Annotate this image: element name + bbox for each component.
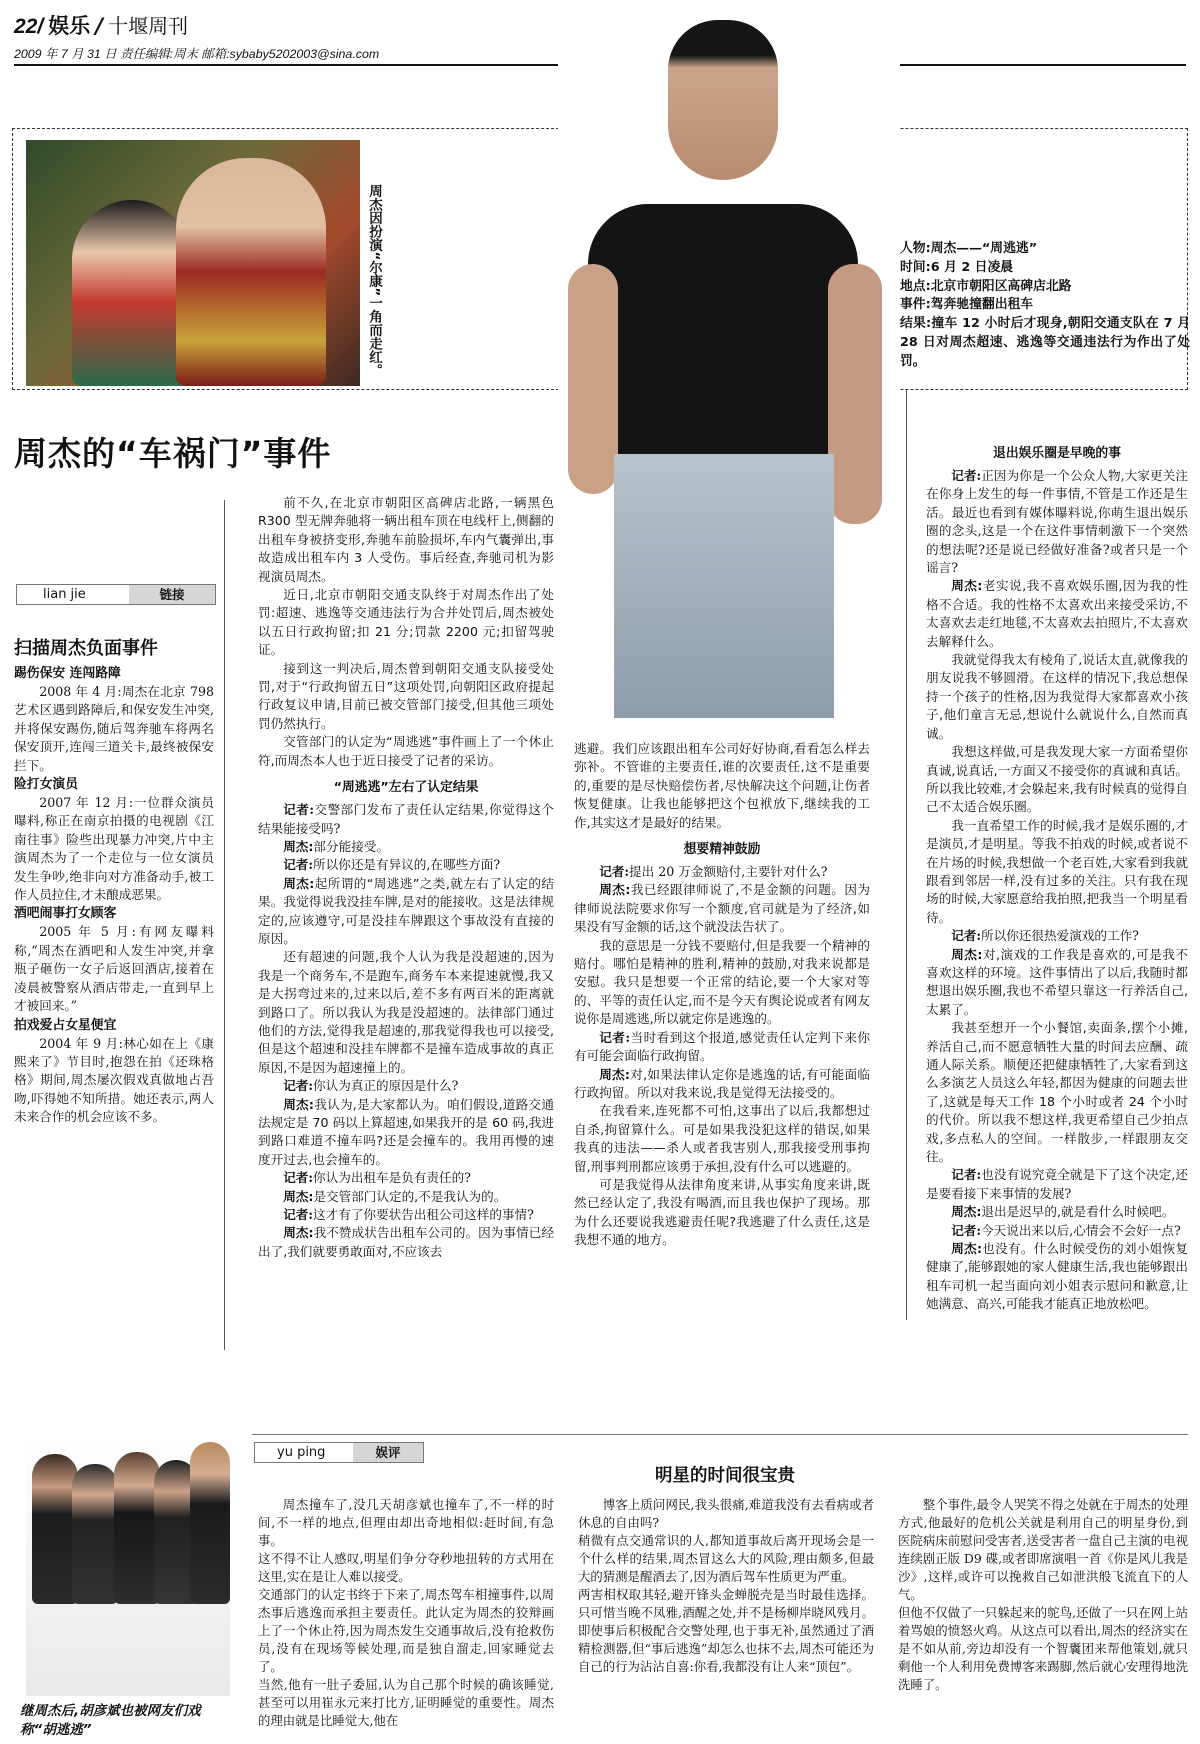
zhou-answer bbox=[258, 1096, 554, 1170]
article-paragraph bbox=[926, 743, 1188, 817]
paragraph-text: 是交管部门认定的,不是我认为的。 bbox=[313, 1188, 507, 1204]
list-item-head: 酒吧闹事打女顾客 bbox=[14, 906, 117, 922]
portrait-arm-left bbox=[568, 264, 618, 494]
article-paragraph bbox=[258, 733, 554, 770]
speaker-label: 周杰: bbox=[951, 578, 983, 594]
reporter-question bbox=[926, 1166, 1188, 1203]
article-col-2 bbox=[574, 740, 870, 1250]
paragraph-text: 退出是迟早的,就是看什么时候吧。 bbox=[981, 1204, 1175, 1220]
reporter-question bbox=[574, 863, 870, 881]
paragraph-text: 近日,北京市朝阳交通支队终于对周杰作出了处罚:超速、逃逸等交通违法行为合并处罚后,周杰被处以五日行政拘留;扣 21 分;罚款 2200 元;扣留驾驶证。 bbox=[258, 587, 554, 658]
zhou-answer bbox=[258, 838, 554, 856]
sidebar-tag-pinyin: lian jie bbox=[43, 587, 86, 602]
speaker-label: 记者: bbox=[951, 1167, 982, 1183]
article-col-1 bbox=[258, 494, 554, 1261]
commentary-col-3 bbox=[898, 1496, 1188, 1694]
speaker-label: 周杰: bbox=[283, 1096, 314, 1112]
infobox-person: 人物:周杰——“周逃逃” bbox=[900, 241, 1038, 256]
paragraph-text: 我就觉得我太有棱角了,说话太直,就像我的朋友说我不够圆滑。在这样的情况下,我总想保持一个孩子的性格,因为我觉得大家都喜欢小孩子,他们童言无忌,想说什么就说什么,自然而真诚。 bbox=[926, 652, 1188, 741]
paragraph-text: 所以你还是有异议的,在哪些方面? bbox=[313, 857, 501, 873]
paragraph-text: 部分能接受。 bbox=[313, 838, 389, 854]
list-item bbox=[14, 904, 214, 1015]
paragraph-text: 交管部门的认定为“周逃逃”事件画上了一个休止符,而周杰本人也于近日接受了记者的采访。 bbox=[258, 734, 554, 768]
paragraph-text: 也没有。什么时候受伤的刘小姐恢复健康了,能够跟她的家人健康生活,我也能够跟出租车司机一起当面向刘小姐表示慰问和歉意,让她满意、高兴,可能我才能真正地放松吧。 bbox=[926, 1241, 1188, 1312]
commentary-col-2 bbox=[578, 1496, 874, 1676]
paragraph-text: 你认为真正的原因是什么? bbox=[313, 1078, 459, 1094]
actress-figure bbox=[72, 200, 192, 386]
paragraph-text: 老实说,我不喜欢娱乐圈,因为我的性格不合适。我的性格不太喜欢出来接受采访,不太喜欢去走红地毯,不太喜欢去拍照片,不太喜欢去解释什么。 bbox=[926, 578, 1188, 649]
event-infobox bbox=[900, 240, 1190, 372]
portrait-jeans bbox=[614, 454, 834, 718]
speaker-label: 周杰: bbox=[951, 946, 983, 962]
speaker-label: 周杰: bbox=[951, 1204, 982, 1220]
list-item-body: 2005 年 5 月:有网友曝料称,“周杰在酒吧和人发生冲突,并拿瓶子砸伤一女子后返回酒店,接着在凌晨被警察从酒店带走,一直到早上才被回来。” bbox=[14, 924, 214, 1014]
paragraph-text: 前不久,在北京市朝阳区高碑店北路,一辆黑色 R300 型无牌奔驰将一辆出租车顶在电线杆上,侧翻的出租车身被挤变形,奔驰车前脸损坏,车内气囊弹出,事故造成出租车内 3 人受伤。事后经查,奔驰司机为影视演员周杰。 bbox=[258, 495, 554, 584]
list-item-head: 拍戏爱占女星便宜 bbox=[14, 1017, 117, 1033]
commentary-col-1 bbox=[258, 1496, 554, 1730]
paragraph-text: 对,演戏的工作我是喜欢的,可是我不喜欢这样的环境。这件事情出了以后,我随时都想退出娱乐圈,我也不希望只靠这一行养活自己,太累了。 bbox=[926, 946, 1188, 1017]
paragraph-text: 我甚至想开一个小餐馆,卖面条,摆个小摊,养活自己,而不愿意牺牲大量的时间去应酬、疏通人际关系。顺便还把健康牺牲了,大家看到这么多演艺人员这么年轻,都因为健康的问题去世了,这就是每天工作 18 个小时或者 24 个小时的代价。所以我不想这样,我更希望自己少拍点戏,多点私人的空间。一样散步,一样跟朋友交往。 bbox=[926, 1020, 1188, 1165]
band-member bbox=[190, 1442, 230, 1604]
commentary-text: 整个事件,最令人哭笑不得之处就在于周杰的处理方式,他最好的危机公关就是利用自己的明星身份,到医院病床前慰问受害者,送受害者一盘自己主演的电视连续剧正版 D9 碟,或者即席演唱一首《你是风儿我是沙》,这样,或许可以挽救自己如泄洪般飞流直下的人气。 但他不仅做了一只躲起来的鸵鸟,还做了一只在网上站着骂娘的愤怒火鸡。从这点可以看出,周杰的经济实在是不如从前,旁边却没有一个智囊团来帮他策划,就只剩他一个人利用免费博客来踢脚,然后就心安理得地洗洗睡了。 bbox=[898, 1497, 1188, 1692]
paragraph-text: 我想这样做,可是我发现大家一方面希望你真诚,说真话,一方面又不接受你的真诚和真话。所以我比较难,才会躲起来,我有时候真的觉得自己不太适合娱乐圈。 bbox=[926, 744, 1188, 815]
reporter-question bbox=[258, 1206, 554, 1224]
section-name: 娱乐 bbox=[48, 14, 91, 38]
zhou-answer bbox=[574, 881, 870, 936]
paragraph-text: 接到这一判决后,周杰曾到朝阳交通支队接受处罚,对于“行政拘留五日”这项处罚,向朝阳区政府提起行政复议申请,目前已被交管部门接受,但其他三项处罚仍然执行。 bbox=[258, 660, 554, 731]
article-col-3 bbox=[926, 436, 1188, 1314]
article-paragraph bbox=[926, 651, 1188, 743]
actor-figure bbox=[176, 158, 326, 386]
paragraph-text: 我的意思是一分钱不要赔付,但是我要一个精神的赔付。哪怕是精神的胜利,精神的鼓励,对我来说都是安慰。我只是想要一个正常的结论,要一个大家对等的、平等的责任认定,而不是今天有舆论说或者有网友说你是周逃逃,所以就定你是逃逸的。 bbox=[574, 937, 870, 1027]
speaker-label: 记者: bbox=[599, 1029, 631, 1045]
reporter-question bbox=[926, 927, 1188, 945]
paragraph-text: 可是我觉得从法律角度来讲,从事实角度来讲,既然已经认定了,我没有喝酒,而且我也保护了现场。那为什么还要说我逃避责任呢?我逃避了什么责任,这是我想不通的地方。 bbox=[574, 1176, 870, 1248]
paragraph-text: 我认为,是大家都认为。咱们假设,道路交通法规定是 70 码以上算超速,如果我开的是 60 码,我进到路口难道不撞车吗?还是会撞车的。我用再慢的速度开过去,也会撞车的。 bbox=[258, 1096, 554, 1167]
reporter-question bbox=[926, 1222, 1188, 1240]
list-item-head: 险打女演员 bbox=[14, 777, 78, 793]
band-photo bbox=[26, 1434, 230, 1696]
list-item bbox=[14, 1016, 214, 1127]
speaker-label: 记者: bbox=[283, 1170, 314, 1186]
portrait-arm-right bbox=[828, 264, 882, 524]
paragraph-text: 你认为出租车是负有责任的? bbox=[313, 1170, 471, 1186]
article-paragraph bbox=[258, 660, 554, 734]
portrait-shirt bbox=[588, 204, 858, 464]
portrait-head bbox=[668, 20, 778, 180]
list-item-body: 2004 年 9 月:林心如在上《康熙来了》节目时,抱怨在拍《还珠格格》期间,周杰屡次假戏真做地占吾吻,吓得她不知所措。她还表示,两人未来合作的机会应该不多。 bbox=[14, 1035, 214, 1125]
paragraph-text: 交警部门发布了责任认定结果,你觉得这个结果能接受吗? bbox=[258, 802, 554, 836]
article-paragraph bbox=[258, 948, 554, 1077]
paragraph-text: 正因为你是一个公众人物,大家更关注在你身上发生的每一件事情,不管是工作还是生活。最近也看到有媒体曝料说,你萌生退出娱乐圈的念头,这是一个在这件事情刺激下一个突然的想法呢?还是说已经做好准备?或者只是一个谣言? bbox=[926, 468, 1188, 576]
paragraph-text: 当时看到这个报道,感觉责任认定判下来你有可能会面临行政拘留。 bbox=[574, 1029, 870, 1064]
paragraph-text: 还有超速的问题,我个人认为我是没超速的,因为我是一个商务车,不是跑车,商务车本来提速就慢,我又是大拐弯过来的,过来以后,差不多有两百米的距离就到路口了。所以我认为我是没超速的。法律部门通过他们的方法,觉得我是超速的,那我觉得我也可以接受,但是这个超速和没挂车牌都不是撞车造成事故的真正原因,不是因为超速撞上的。 bbox=[258, 949, 554, 1075]
paragraph-text: 我已经跟律师说了,不是金额的问题。因为律师说法院要求你写一个额度,官司就是为了经济,如果没有写金额的话,这个就没法告状了。 bbox=[574, 882, 870, 935]
paragraph-text: 我一直希望工作的时候,我才是娱乐圈的,才是演员,才是明星。等我不拍戏的时候,或者说不在片场的时候,我想做一个老百姓,大家看到我就跟看到邻居一样,没有过多的关注。只有我在现场的时候,大家愿意给我拍照,把我当一个明星看待。 bbox=[926, 817, 1188, 925]
speaker-label: 周杰: bbox=[599, 882, 631, 898]
paragraph-text: 对,如果法律认定你是逃逸的话,有可能面临行政拘留。所以对我来说,我是觉得无法接受的。 bbox=[574, 1066, 870, 1100]
speaker-label: 记者: bbox=[283, 1207, 314, 1223]
paragraph-text: 也没有说究竟全就是下了这个决定,还是要看接下来事情的发展? bbox=[926, 1167, 1188, 1201]
zhou-answer bbox=[926, 1203, 1188, 1221]
paragraph-text: 这才有了你要状告出租公司这样的事情? bbox=[313, 1207, 534, 1223]
zhou-answer bbox=[926, 946, 1188, 1020]
infobox-time: 时间:6 月 2 日凌晨 bbox=[900, 259, 1014, 275]
speaker-label: 记者: bbox=[599, 864, 630, 880]
masthead-slash: / bbox=[95, 14, 104, 38]
reporter-question bbox=[574, 1029, 870, 1066]
speaker-label: 周杰: bbox=[283, 875, 315, 891]
article-paragraph bbox=[926, 1019, 1188, 1166]
zhou-answer bbox=[926, 577, 1188, 651]
reporter-question bbox=[258, 856, 554, 874]
band-member bbox=[72, 1464, 118, 1604]
column-rule bbox=[224, 500, 225, 1350]
reporter-question bbox=[258, 1169, 554, 1187]
costume-drama-photo bbox=[26, 140, 360, 386]
zhou-answer bbox=[258, 1188, 554, 1206]
commentary-tag-label: 娱评 bbox=[353, 1443, 423, 1462]
infobox-event: 事件:驾奔驰撞翻出租车 bbox=[900, 297, 1034, 313]
reporter-question bbox=[258, 1077, 554, 1095]
paragraph-text: 起所谓的“周逃逃”之类,就左右了认定的结果。我觉得说我没挂车牌,是对的能接收。这是法律规定的,应该遵守,可是没挂车牌跟这个事故没有直接的原因。 bbox=[258, 875, 554, 946]
paragraph-text: 今天说出来以后,心情会不会好一点? bbox=[981, 1222, 1181, 1238]
paper-name: 十堰周刊 bbox=[108, 14, 189, 38]
sidebar-tag-label: 链接 bbox=[129, 585, 215, 604]
zhou-answer bbox=[258, 875, 554, 949]
article-paragraph bbox=[574, 740, 870, 832]
article-paragraph bbox=[574, 937, 870, 1029]
infobox-place: 地点:北京市朝阳区高碑店北路 bbox=[900, 278, 1072, 294]
bottom-photo-caption: 继周杰后,胡彦斌也被网友们戏称“胡逃逃” bbox=[20, 1703, 201, 1738]
sidebar-title: 扫描周杰负面事件 bbox=[14, 638, 158, 659]
list-item-head: 踢伤保安 连闯路障 bbox=[14, 666, 121, 681]
subheading: 退出娱乐圈是早晚的事 bbox=[993, 446, 1121, 461]
list-item-body: 2008 年 4 月:周杰在北京 798 艺术区遇到路障后,和保安发生冲突,并将保安踢伤,随后驾奔驰车将两名保安顶开,连闯三道关卡,最终被保安拦下。 bbox=[14, 684, 214, 773]
dateline: 2009 年 7 月 31 日 责任编辑:周末 邮箱:sybaby5202003@sina.com bbox=[14, 47, 380, 61]
subheading: “周逃逃”左右了认定结果 bbox=[333, 780, 479, 796]
speaker-label: 记者: bbox=[951, 468, 982, 483]
speaker-label: 记者: bbox=[951, 1222, 982, 1238]
bottom-rule bbox=[252, 1434, 1188, 1435]
zhou-answer bbox=[574, 1066, 870, 1103]
list-item bbox=[14, 775, 214, 904]
subheading: 想要精神鼓励 bbox=[683, 842, 761, 858]
commentary-title: 明星的时间很宝贵 bbox=[655, 1466, 795, 1486]
article-paragraph bbox=[574, 1102, 870, 1176]
reporter-question bbox=[926, 467, 1188, 577]
sidebar-list bbox=[14, 664, 214, 1127]
commentary-text: 博客上质问网民,我头很痛,难道我没有去看病或者休息的自由吗? 稍微有点交通常识的人,都知道事故后离开现场会是一个什么样的结果,周杰冒这么大的风险,理由颇多,但最大的猜测是醒酒去了,因为酒后驾车性质更为严重。 两害相权取其轻,避开锋头金蝉脱壳是当时最佳选择。只可惜当晚不凤雅,酒醒之处,并不是杨柳岸晓风残月。即使事后积极配合交警处理,也于事无补,虽然通过了酒精检测器,但“事后逃逸”却怎么也抹不去,周杰可能还为自己的行为沾沾自喜:你看,我都没有让人来“顶包”。 bbox=[578, 1497, 874, 1674]
sidebar-tag bbox=[16, 584, 216, 605]
commentary-tag-pinyin: yu ping bbox=[277, 1445, 326, 1460]
commentary-text: 周杰撞车了,没几天胡彦斌也撞车了,不一样的时间,不一样的地点,但理由却出奇地相似:赶时间,有急事。 这不得不让人感叹,明星们争分夺秒地扭转的方式用在这里,实在是让人难以接受。 交通部门的认定书终于下来了,周杰驾车相撞事件,以周杰事后逃逸而承担主要责任。此认定为周杰的狡辩画上了一个休止符,因为周杰发生交通事故后,没有抢救伤员,没有在现场等候处理,而是独自溜走,回家睡觉去了。 当然,他有一肚子委屈,认为自己那个时候的确该睡觉,甚至可以用崔永元来打比方,证明睡觉的重要性。周杰的理由就是比睡觉大,他在 bbox=[258, 1497, 554, 1728]
article-paragraph bbox=[574, 1176, 870, 1250]
speaker-label: 周杰: bbox=[283, 838, 314, 854]
speaker-label: 周杰: bbox=[283, 1225, 314, 1241]
speaker-label: 记者: bbox=[283, 857, 314, 873]
article-paragraph bbox=[926, 817, 1188, 927]
commentary-tag bbox=[254, 1442, 424, 1463]
column-rule bbox=[906, 390, 907, 1320]
list-item bbox=[14, 664, 214, 775]
zhou-answer bbox=[926, 1240, 1188, 1314]
speaker-label: 记者: bbox=[283, 1078, 314, 1094]
paragraph-text: 提出 20 万金额赔付,主要针对什么? bbox=[629, 864, 828, 880]
headline: 周杰的“车祸门”事件 bbox=[14, 434, 332, 473]
zhou-answer bbox=[258, 1224, 554, 1261]
article-paragraph bbox=[258, 494, 554, 586]
portrait-photo bbox=[558, 14, 900, 718]
list-item-body: 2007 年 12 月:一位群众演员曝料,称正在南京拍摄的电视剧《江南往事》险些出现暴力冲突,片中主演周杰为了一个走位与一位女演员发生争吵,绝非向对方准备动手,被工作人员拉住,才未酿成恶果。 bbox=[14, 795, 214, 903]
speaker-label: 周杰: bbox=[951, 1241, 982, 1257]
speaker-label: 周杰: bbox=[599, 1066, 630, 1082]
top-photo-caption: 周杰因扮演“尔康”一角而走红。 bbox=[366, 184, 382, 378]
speaker-label: 记者: bbox=[283, 802, 315, 818]
page-number: 22/ bbox=[14, 15, 44, 38]
speaker-label: 周杰: bbox=[283, 1188, 314, 1204]
reporter-question bbox=[258, 801, 554, 838]
speaker-label: 记者: bbox=[951, 928, 982, 944]
paragraph-text: 在我看来,连死都不可怕,这事出了以后,我都想过自杀,拘留算什么。可是如果我没犯这样的错误,如果我真的违法——杀人或者我害别人,那我接受刑事拘留,刑事判刑都应该勇于承担,没有什么可以逃避的。 bbox=[574, 1103, 870, 1174]
paragraph-text: 逃避。我们应该跟出租车公司好好协商,看看怎么样去弥补。不管谁的主要责任,谁的次要责任,这不是重要的,重要的是尽快赔偿伤者,尽快解决这个问题,让伤者恢复健康。让我也能够把这个包袱放下,继续我的工作,其实这才是最好的结果。 bbox=[574, 741, 870, 830]
article-paragraph bbox=[258, 586, 554, 660]
paragraph-text: 我不赞成状告出租车公司的。因为事情已经出了,我们就要勇敢面对,不应该去 bbox=[258, 1225, 555, 1259]
infobox-result: 结果:撞车 12 小时后才现身,朝阳交通支队在 7 月 28 日对周杰超速、逃逸等交通违法行为作出了处罚。 bbox=[900, 316, 1190, 369]
paragraph-text: 所以你还很热爱演戏的工作? bbox=[981, 928, 1139, 944]
